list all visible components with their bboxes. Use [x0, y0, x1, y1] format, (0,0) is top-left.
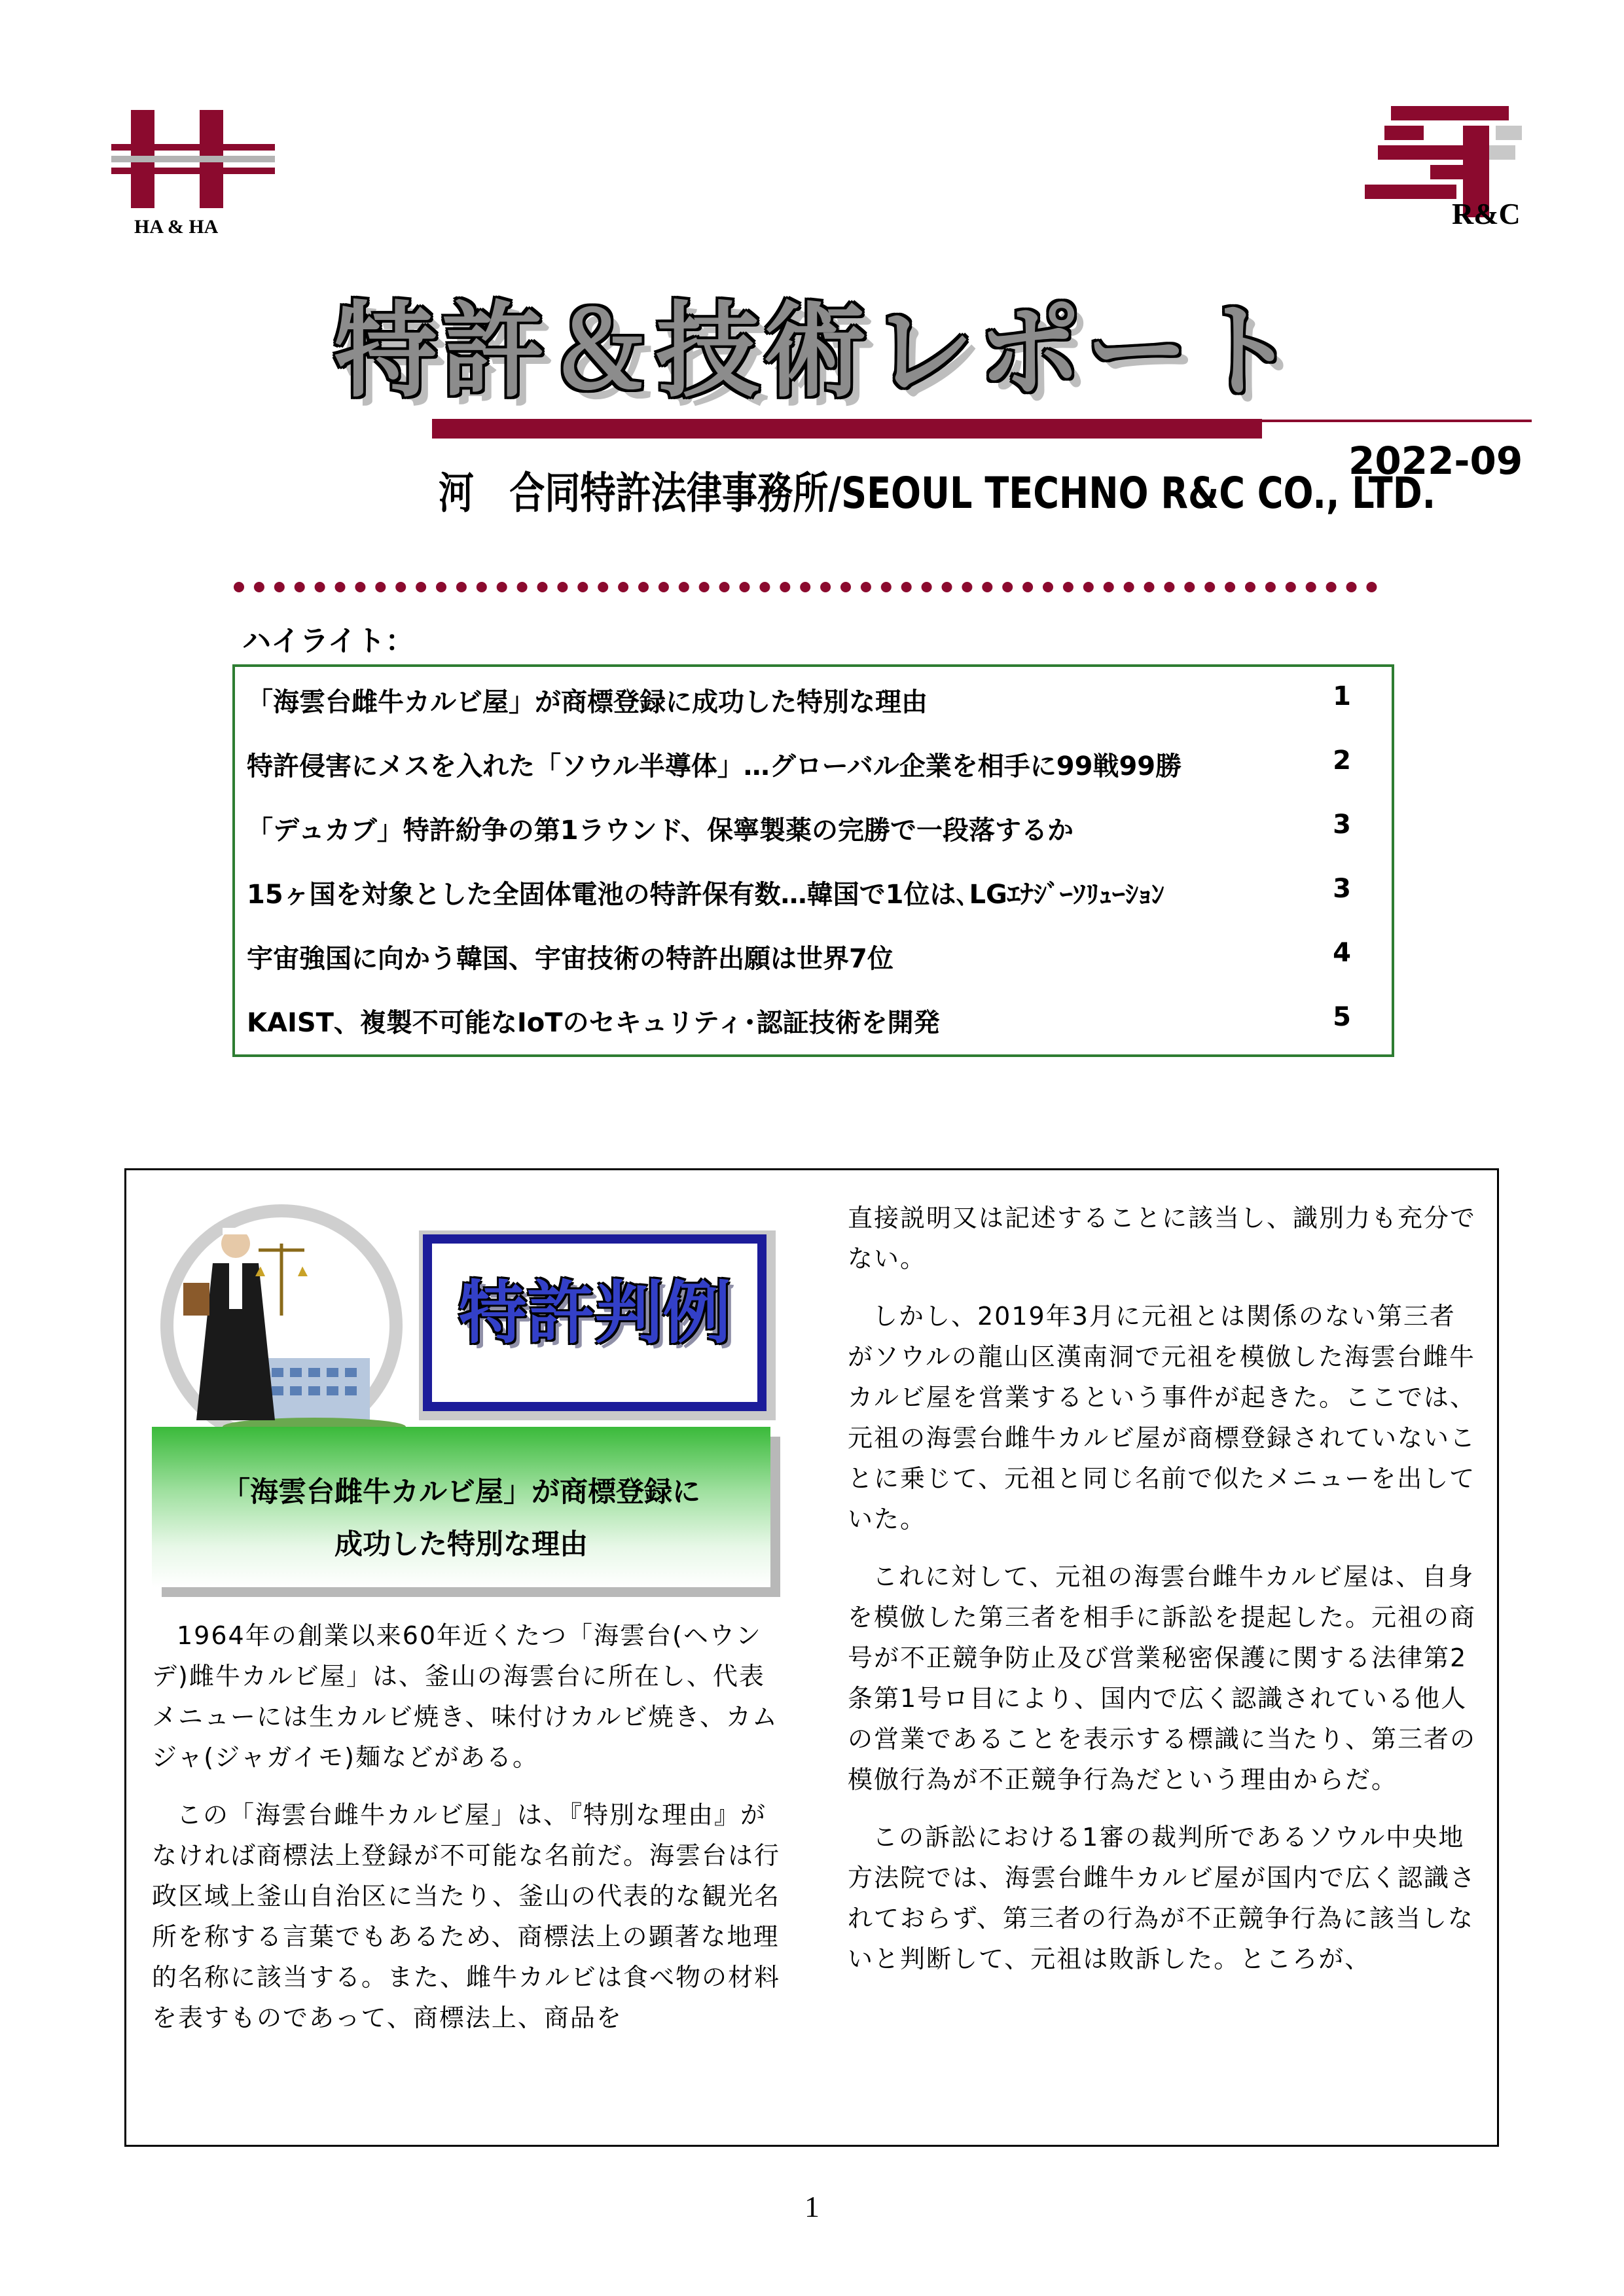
article-right-column: [848, 1198, 1476, 1996]
ha-and-ha-logo-text: HA & HA: [134, 216, 219, 238]
highlights-table: [232, 664, 1394, 1057]
highlights-label: ハイライト：: [242, 624, 414, 658]
r-and-c-logo-text: R&C: [1452, 197, 1521, 230]
page-number: 1: [804, 2190, 820, 2223]
toc-item[interactable]: [235, 731, 1392, 795]
firm-name: 河 合同特許法律事務所/SEOUL TECHNO R&C CO., LTD.: [439, 468, 1436, 518]
toc-item[interactable]: [235, 859, 1392, 924]
article-headline-line2: 成功した特別な理由: [334, 1528, 588, 1561]
article-paragraph: 1964年の創業以来60年近くたつ「海雲台(ヘウンデ)雌牛カルビ屋」は、釜山の海雲台に所在し、代表メニューには生カルビ焼き、味付けカルビ焼き、カムジャ(ジャガイモ)麺などがある。: [152, 1621, 778, 1772]
section-banner-title: 特許判例: [458, 1273, 731, 1353]
toc-item[interactable]: [235, 924, 1392, 988]
article-paragraph: この「海雲台雌牛カルビ屋」は、『特別な理由』がなければ商標法上登録が不可能な名前だ。海雲台は行政区域上釜山自治区に当たり、釜山の代表的な観光名所を称する言葉でもあるため、商標法上の顕著な地理的名称に該当する。また、雌牛カルビは食べ物の材料を表すものであって、商標法上、商品を: [152, 1801, 781, 2032]
title-underline-bar: [432, 419, 1262, 439]
toc-item-page: 3: [1333, 810, 1351, 840]
toc-item-title: 宇宙強国に向かう韓国、宇宙技術の特許出願は世界7位: [247, 944, 893, 974]
judge-illustration-icon: [151, 1204, 432, 1446]
toc-item[interactable]: [235, 795, 1392, 859]
article-headline: [152, 1466, 770, 1571]
dotted-divider: [232, 579, 1384, 595]
section-banner: [419, 1230, 776, 1420]
article-headline-box: [152, 1427, 780, 1596]
toc-item[interactable]: [235, 988, 1392, 1052]
article-paragraph: しかし、2019年3月に元祖とは関係のない第三者がソウルの龍山区漢南洞で元祖を模倣した海雲台雌牛カルビ屋を営業するという事件が起きた。ここでは、元祖の海雲台雌牛カルビ屋が商標登録されていないことに乗じて、元祖と同じ名前で似たメニューを出していた。: [848, 1302, 1477, 1534]
toc-item-title: 「海雲台雌牛カルビ屋」が商標登録に成功した特別な理由: [247, 687, 928, 717]
toc-item-title: KAIST、複製不可能なIoTのセキュリティ･認証技術を開発: [247, 1008, 940, 1038]
toc-item-title: 特許侵害にメスを入れた「ソウル半導体」…グローバル企業を相手に99戦99勝: [247, 751, 1182, 781]
article-paragraph: 直接説明又は記述することに該当し、識別力も充分でない。: [848, 1204, 1477, 1273]
article-paragraph: この訴訟における1審の裁判所であるソウル中央地方法院では、海雲台雌牛カルビ屋が国内で広く認識されておらず、第三者の行為が不正競争行為に該当しないと判断して、元祖は敗訴した。ところが、: [848, 1823, 1477, 1973]
issue-number: 2022-09: [1348, 439, 1523, 483]
title-underline-thin: [1262, 420, 1532, 422]
toc-item-page: 2: [1333, 745, 1351, 776]
toc-item-title: 15ヶ国を対象とした全固体電池の特許保有数…韓国で1位は､LGｴﾅｼﾞｰｿﾘｭｰｼｮﾝ: [247, 880, 1164, 910]
article-left-column: [152, 1615, 790, 2055]
toc-item-page: 5: [1333, 1002, 1351, 1032]
article-headline-line1: 「海雲台雌牛カルビ屋」が商標登録に: [222, 1476, 700, 1509]
toc-item[interactable]: [235, 667, 1392, 731]
toc-item-page: 3: [1333, 874, 1351, 904]
article-paragraph: これに対して、元祖の海雲台雌牛カルビ屋は、自身を模倣した第三者を相手に訴訟を提起した。元祖の商号が不正競争防止及び営業秘密保護に関する法律第2条第1号ロ目により、国内で広く認識されている他人の営業であることを表示する標識に当たり、第三者の模倣行為が不正競争行為だという理由からだ。: [848, 1562, 1477, 1794]
report-title: 特許＆技術レポート: [334, 291, 1300, 412]
toc-item-page: 1: [1333, 681, 1351, 711]
toc-item-title: 「デュカブ」特許紛争の第1ラウンド、保寧製薬の完勝で一段落するか: [247, 816, 1074, 846]
toc-item-page: 4: [1333, 938, 1351, 968]
